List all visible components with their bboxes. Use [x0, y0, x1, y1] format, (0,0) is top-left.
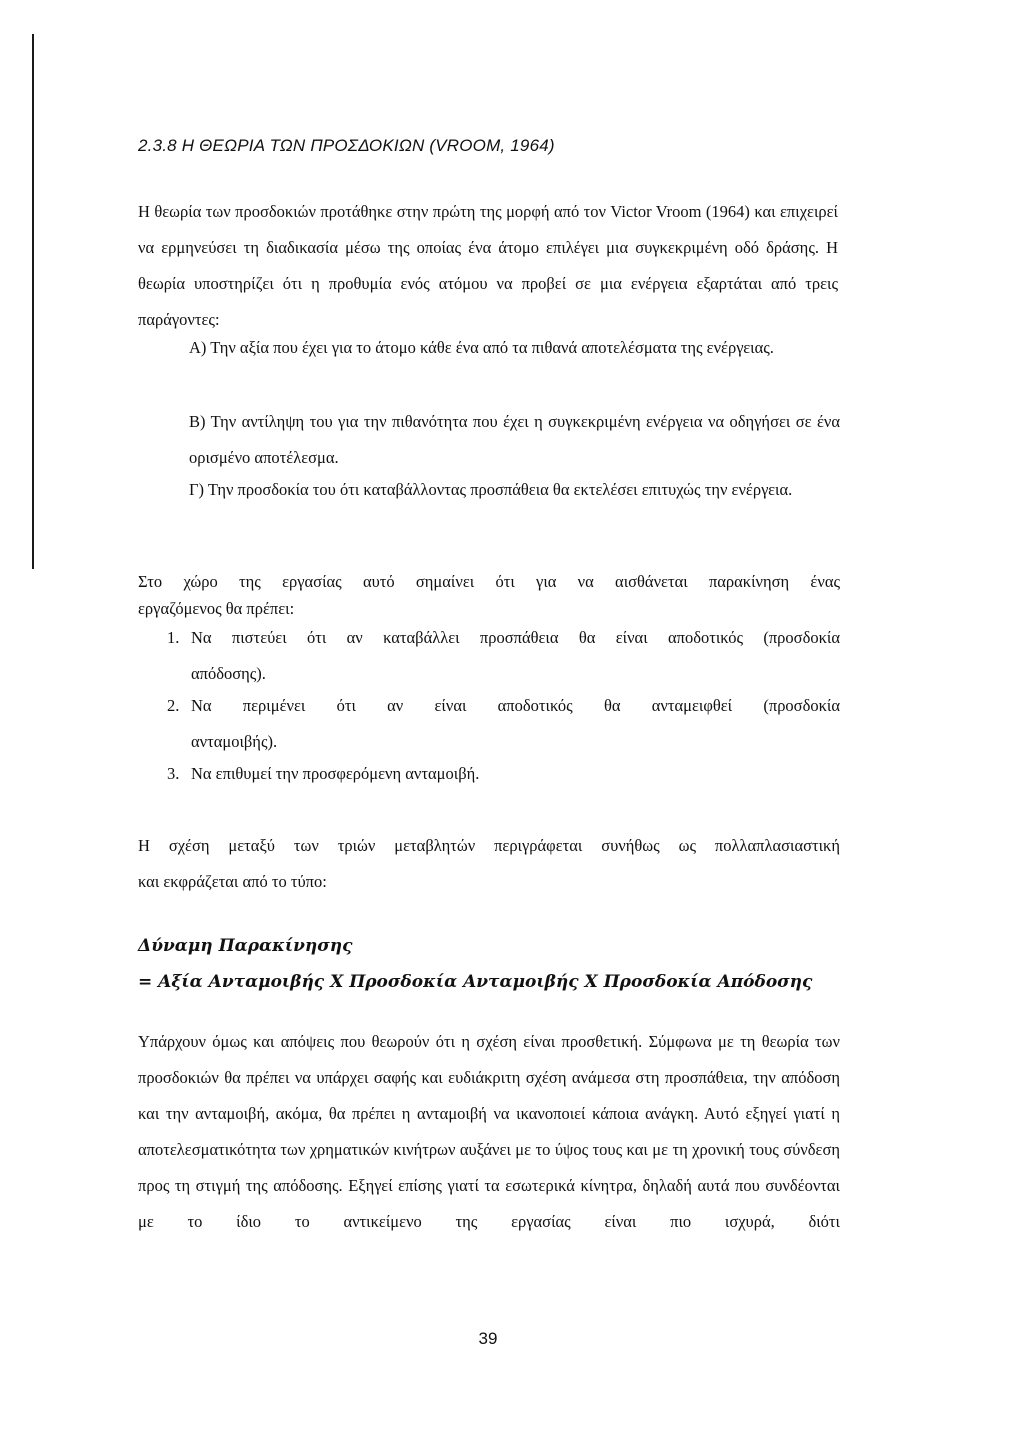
relation-paragraph — [138, 828, 840, 900]
page-number: 39 — [478, 1329, 498, 1348]
condition-text-line-1: Να περιμένει ότι αν είναι αποδοτικός θα ανταμειφθεί (προσδοκία — [191, 696, 840, 715]
workplace-paragraph — [138, 568, 840, 622]
condition-text-line-1: Να πιστεύει ότι αν καταβάλλει προσπάθεια θα είναι αποδοτικός (προσδοκία — [191, 628, 840, 647]
condition-text-line-2: απόδοσης). — [191, 664, 266, 683]
workplace-line-1: Στο χώρο της εργασίας αυτό σημαίνει ότι για να αισθάνεται παρακίνηση ένας — [138, 572, 840, 591]
condition-item-3 — [167, 756, 840, 792]
condition-number: 3. — [167, 764, 180, 783]
condition-number: 1. — [167, 628, 180, 647]
factor-c: Γ) Την προσδοκία του ότι καταβάλλοντας προσπάθεια θα εκτελέσει επιτυχώς την ενέργεια. — [189, 480, 793, 499]
factor-b: Β) Την αντίληψη του για την πιθανότητα που έχει η συγκεκριμένη ενέργεια να οδηγήσει σε ένα ορισμένο αποτέλεσμα. — [189, 412, 840, 467]
scan-edge-line — [32, 34, 34, 569]
condition-text-line-1: Να επιθυμεί την προσφερόμενη ανταμοιβή. — [191, 764, 480, 783]
section-heading: 2.3.8 Η ΘΕΩΡΙΑ ΤΩΝ ΠΡΟΣΔΟΚΙΩΝ (VROOM, 1964) — [138, 136, 555, 155]
intro-paragraph: Η θεωρία των προσδοκιών προτάθηκε στην πρώτη της μορφή από τον Victor Vroom (1964) και επιχειρεί να ερμηνεύσει τη διαδικασία μέσω της οποίας ένα άτομο επιλέγει μια συγκεκριμένη οδό δράσης. Η θεωρία υποστηρίζει ότι η προθυμία ενός ατόμου να προβεί σε μια ενέργεια εξαρτάται από τρεις παράγοντες: — [138, 202, 838, 329]
factor-a: Α) Την αξία που έχει για το άτομο κάθε ένα από τα πιθανά αποτελέσματα της ενέργειας. — [189, 338, 774, 357]
condition-item-1 — [167, 620, 840, 692]
relation-line-1: Η σχέση μεταξύ των τριών μεταβλητών περιγράφεται συνήθως ως πολλαπλασιαστική — [138, 836, 840, 855]
condition-number: 2. — [167, 696, 180, 715]
formula-lhs: Δύναμη Παρακίνησης — [138, 936, 353, 956]
condition-text-line-2: ανταμοιβής). — [191, 732, 278, 751]
workplace-line-2: εργαζόμενος θα πρέπει: — [138, 599, 295, 618]
relation-line-2: και εκφράζεται από το τύπο: — [138, 872, 327, 891]
condition-item-2 — [167, 688, 840, 760]
formula-rhs: = Αξία Ανταμοιβής Χ Προσδοκία Ανταμοιβής Χ Προσδοκία Απόδοσης — [138, 972, 813, 992]
closing-paragraph: Υπάρχουν όμως και απόψεις που θεωρούν ότι η σχέση είναι προσθετική. Σύμφωνα με τη θεωρία των προσδοκιών θα πρέπει να υπάρχει σαφής και ευδιάκριτη σχέση ανάμεσα στη προσπάθεια, την απόδοση και την ανταμοιβή, ακόμα, θα πρέπει η ανταμοιβή να ικανοποιεί κάποια ανάγκη. Αυτό εξηγεί γιατί η αποτελεσματικότητα των χρηματικών κινήτρων αυξάνει με το ύψος τους και με τη χρονική τους σύνδεση προς τη στιγμή της απόδοσης. Εξηγεί επίσης γιατί τα εσωτερικά κίνητρα, δηλαδή αυτά που συνδέονται με το ίδιο το αντικείμενο της εργασίας είναι πιο ισχυρά, διότι — [138, 1032, 840, 1231]
